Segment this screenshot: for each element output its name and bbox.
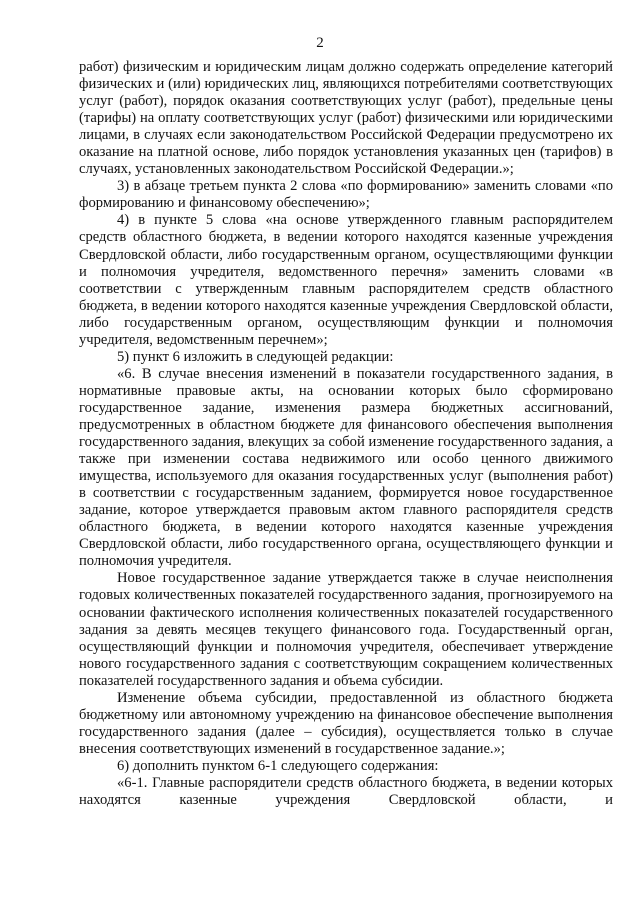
paragraph-subsidy-change: Изменение объема субсидии, предоставленной из областного бюджета бюджетному или автономному учреждению на финансовое обеспечение выполнения государственного задания (далее – субсидия), осуществляется только в случае внесения соответствующих изменений в государственное задание.»;: [79, 689, 613, 757]
paragraph-clause-6: «6. В случае внесения изменений в показатели государственного задания, в нормативные правовые акты, на основании которых было сформировано государственное задание, изменения размера бюджетных ассигнований, предусмотренных в областном бюджете для финансового обеспечения выполнения государственного задания, влекущих за собой изменение государственного задания, а также при изменении состава недвижимого или особо ценного движимого имущества, используемого для оказания государственных услуг (выполнения работ) в соответствии с государственным заданием, формируется новое государственное задание, которое утверждается правовым актом главного распорядителя средств областного бюджета, в ведении которого находятся казенные учреждения Свердловской области, либо государственного органа, осуществляющего функции и полномочия учредителя.: [79, 365, 613, 570]
paragraph-item-5: 5) пункт 6 изложить в следующей редакции:: [117, 348, 394, 365]
paragraph-item-4: 4) в пункте 5 слова «на основе утвержденного главным распорядителем средств областного бюджета, в ведении которого находятся казенные учреждения Свердловской области, либо государственным органом, осуществляющими функции и полномочия учредителя, ведомственного перечня» заменить словами «в соответствии с утвержденным главным распорядителем средств областного бюджета, в ведении которого находятся казенные учреждения Свердловской области, либо государственным органом, осуществляющим функции и полномочия учредителя, ведомственным перечнем»;: [79, 212, 613, 348]
paragraph-clause-6-1: «6-1. Главные распорядители средств областного бюджета, в ведении которых находятся казенные учреждения Свердловской области, и: [79, 774, 613, 809]
page-number: 2: [316, 35, 324, 51]
paragraph-new-assignment: Новое государственное задание утверждается также в случае неисполнения годовых количественных показателей государственного задания, прогнозируемого на основании фактического исполнения количественных показателей государственного задания за девять месяцев текущего финансового года. Государственный орган, осуществляющий функции и полномочия учредителя, обеспечивает утверждение нового государственного задания с соответствующим сокращением количественных показателей государственного задания и объема субсидии.: [79, 570, 613, 689]
paragraph-item-6: 6) дополнить пунктом 6-1 следующего содержания:: [117, 757, 439, 774]
document-body: [79, 59, 613, 809]
paragraph-item-3: 3) в абзаце третьем пункта 2 слова «по формированию» заменить словами «по формированию и финансовому обеспечению»;: [79, 178, 613, 212]
paragraph-continuation: работ) физическим и юридическим лицам должно содержать определение категорий физических и (или) юридических лиц, являющихся потребителями соответствующих услуг (работ), порядок оказания соответствующих услуг (работ), предельные цены (тарифы) на оплату соответствующих услуг (работ) физическими или юридическими лицами, в случаях если законодательством Российской Федерации предусмотрено их оказание на платной основе, либо порядок установления указанных цен (тарифов) в случаях, установленных законодательством Российской Федерации.»;: [79, 59, 613, 178]
